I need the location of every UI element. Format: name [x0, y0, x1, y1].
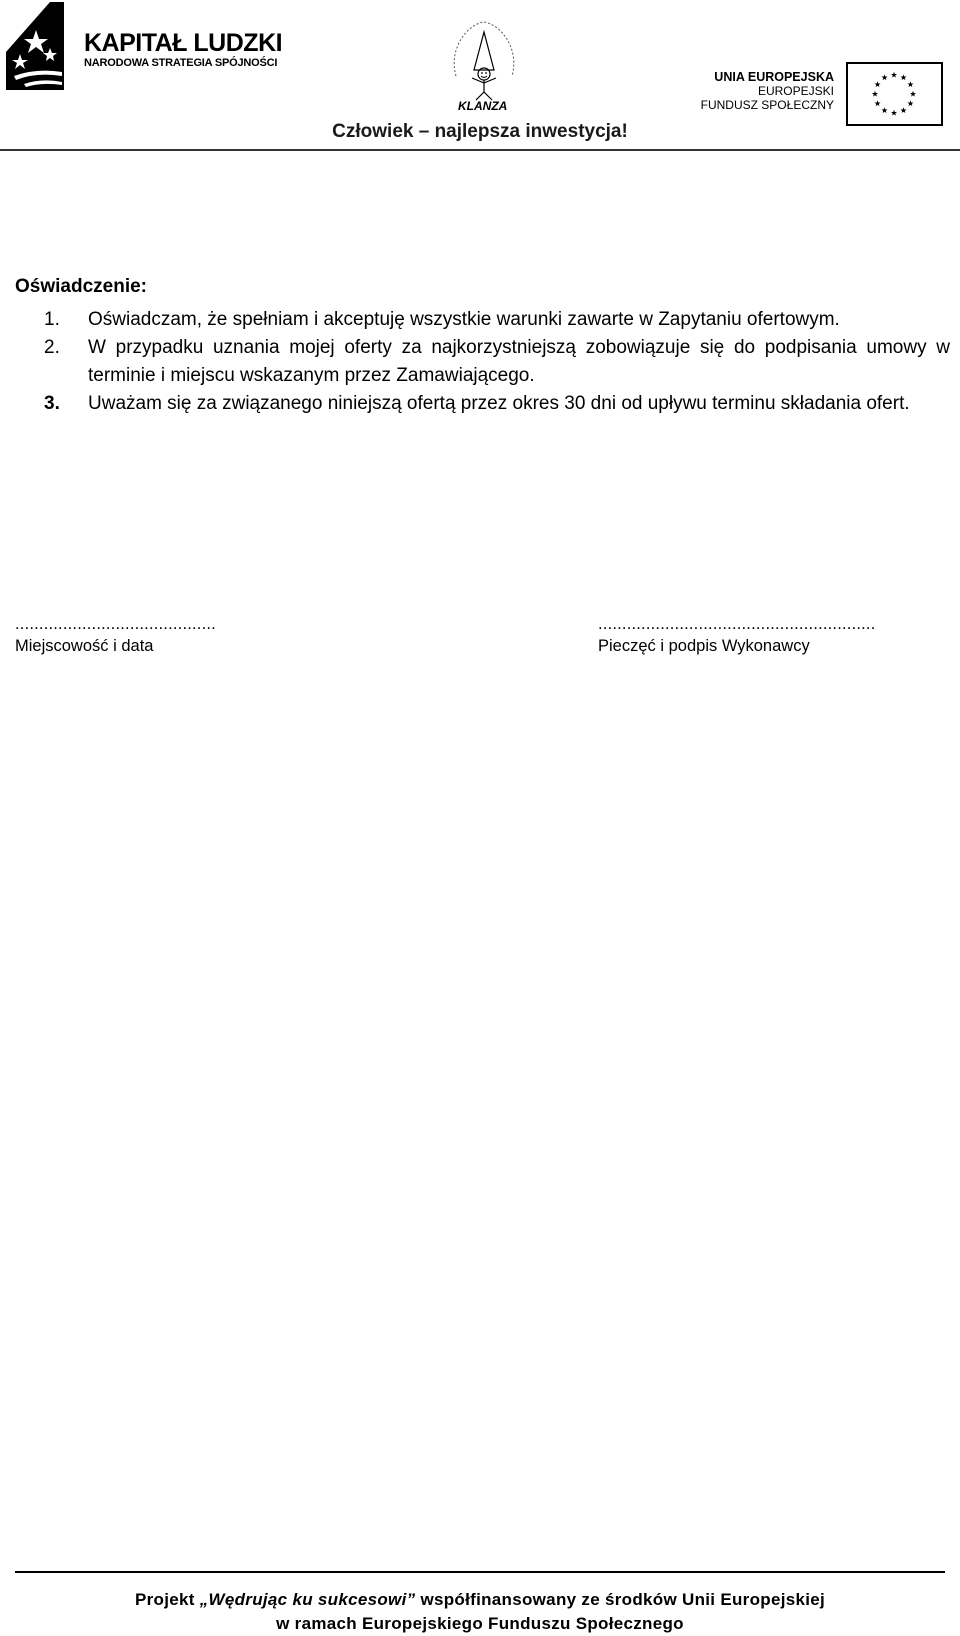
signature-label: Miejscowość i data: [15, 637, 154, 655]
item-number: 3.: [44, 393, 60, 414]
kapital-ludzki-title: KAPITAŁ LUDZKI: [84, 29, 283, 57]
statement-item: [15, 334, 950, 390]
footer-suffix: współfinansowany ze środków Unii Europejskiej: [415, 1590, 826, 1609]
kapital-ludzki-subtitle: NARODOWA STRATEGIA SPÓJNOŚCI: [84, 57, 278, 69]
page-footer: [0, 1588, 960, 1636]
page-header: [0, 0, 960, 152]
signature-line: ..........................................................: [598, 615, 876, 633]
eu-flag-icon: [846, 62, 943, 126]
signature-label: Pieczęć i podpis Wykonawcy: [598, 637, 810, 655]
statement-title: Oświadczenie:: [15, 276, 147, 297]
eu-line3: FUNDUSZ SPOŁECZNY: [700, 98, 834, 112]
motto: Człowiek – najlepsza inwestycja!: [332, 121, 628, 142]
signature-place-date: [15, 614, 216, 656]
kapital-ludzki-logo-icon: [6, 2, 64, 90]
kapital-ludzki-wordmark: [84, 30, 282, 70]
item-text: W przypadku uznania mojej oferty za najkorzystniejszą zobowiązuje się do podpisania umowy w terminie i miejscu wskazanym przez Zamawiającego.: [88, 337, 950, 386]
statement-list: [15, 306, 950, 418]
header-divider: [0, 149, 960, 151]
eu-line2: EUROPEJSKI: [757, 84, 834, 98]
item-text: Uważam się za związanego niniejszą ofertą przez okres 30 dni od upływu terminu składania ofert.: [88, 393, 910, 414]
item-text: Oświadczam, że spełniam i akceptuję wszystkie warunki zawarte w Zapytaniu ofertowym.: [88, 309, 840, 330]
footer-line1: [0, 1588, 960, 1612]
eu-line1: UNIA EUROPEJSKA: [714, 70, 834, 84]
signature-line: ..........................................: [15, 615, 216, 633]
footer-project-name: „Wędrując ku sukcesowi”: [199, 1590, 416, 1609]
statement-item: [15, 306, 950, 334]
klanza-wordmark: KLANZA: [458, 99, 508, 113]
item-number: 2.: [44, 337, 60, 358]
footer-line2: w ramach Europejskiego Funduszu Społecznego: [276, 1614, 684, 1633]
eu-wordmark: [694, 70, 834, 112]
statement-item: [15, 390, 950, 418]
item-number: 1.: [44, 309, 60, 330]
footer-divider: [15, 1571, 945, 1573]
signature-contractor: [598, 614, 876, 656]
footer-prefix: Projekt: [134, 1590, 200, 1609]
